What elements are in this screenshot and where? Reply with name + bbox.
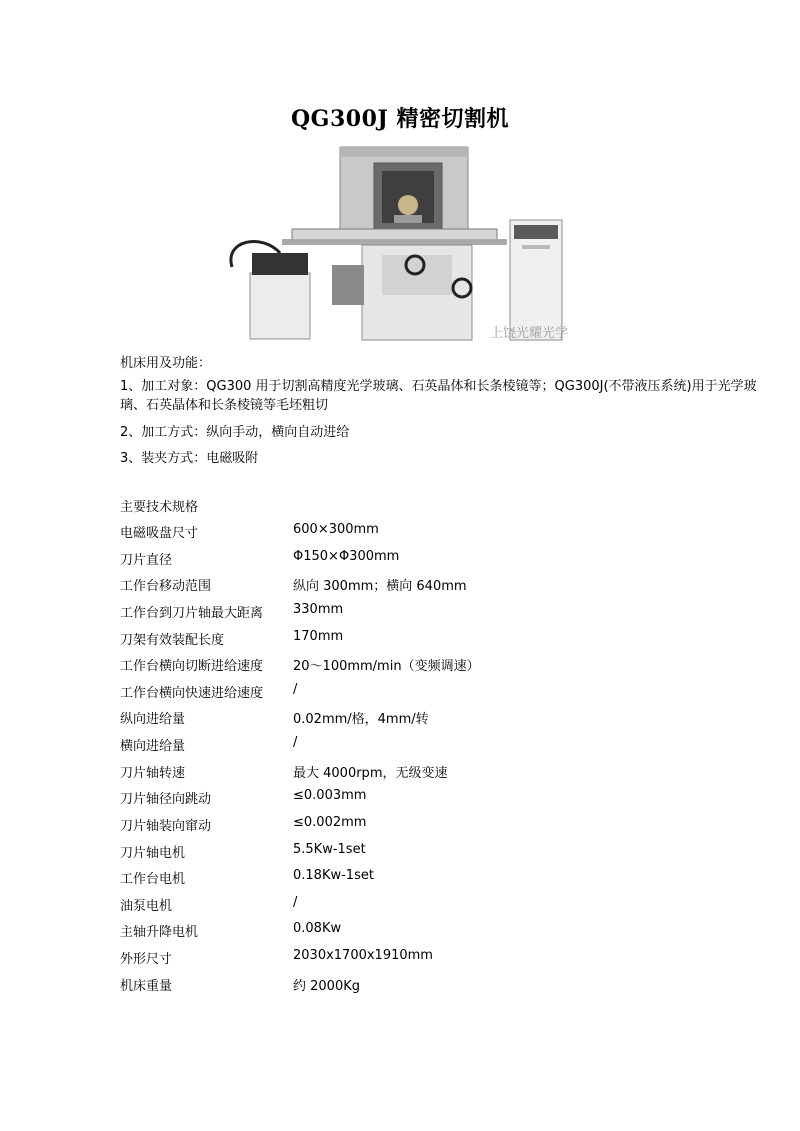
spec-value: 0.18Kw-1set [293,868,374,883]
spec-label: 纵向进给量 [120,712,186,727]
spec-row [120,842,720,862]
spec-row [120,815,720,835]
spec-value: / [293,682,298,697]
spec-value: ≤0.003mm [293,788,367,803]
spec-value: 5.5Kw-1set [293,842,366,857]
spec-row [120,735,720,755]
spec-row [120,788,720,808]
spec-value: 20～100mm/min（变频调速） [293,659,480,674]
spec-row [120,948,720,968]
usage-item: 3、装夹方式：电磁吸附 [120,451,259,466]
spec-label: 工作台电机 [120,872,186,887]
spec-value: 最大 4000rpm，无级变速 [293,766,448,781]
spec-row [120,708,720,728]
spec-value: 600×300mm [293,522,379,537]
spec-label: 刀片直径 [120,553,173,568]
spec-row [120,921,720,941]
spec-row [120,575,720,595]
spec-value: 330mm [293,602,344,617]
usage-item: 1、加工对象：QG300 用于切割高精度光学玻璃、石英晶体和长条棱镜等；QG300J(不带液压系统)用于光学玻璃、石英晶体和长条棱镜等毛坯粗切 [120,379,757,413]
spec-row [120,629,720,649]
spec-row [120,895,720,915]
spec-label: 刀片轴电机 [120,846,186,861]
page-title: QG300J 精密切割机 [291,106,509,132]
spec-value: 0.08Kw [293,921,342,936]
spec-value: 2030x1700x1910mm [293,948,433,963]
spec-row [120,762,720,782]
spec-value: 纵向 300mm；横向 640mm [293,579,467,594]
spec-label: 横向进给量 [120,739,186,754]
spec-label: 刀片轴转速 [120,766,186,781]
spec-row [120,602,720,622]
usage-item: 2、加工方式：纵向手动，横向自动进给 [120,425,350,440]
spec-label: 外形尺寸 [120,952,173,967]
spec-row [120,522,720,542]
spec-value: / [293,895,298,910]
spec-row [120,682,720,702]
spec-label: 刀片轴装向窜动 [120,819,212,834]
spec-label: 工作台横向快速进给速度 [120,686,264,701]
spec-row [120,868,720,888]
spec-label: 主轴升降电机 [120,925,199,940]
spec-row [120,655,720,675]
specs-heading: 主要技术规格 [120,500,199,515]
watermark: 上饶光耀光学 [490,326,569,341]
spec-value: 0.02mm/格，4mm/转 [293,712,429,727]
spec-value: Φ150×Φ300mm [293,549,400,564]
machine-photo [222,145,582,350]
spec-label: 工作台到刀片轴最大距离 [120,606,264,621]
spec-label: 刀架有效装配长度 [120,633,225,648]
spec-label: 机床重量 [120,979,173,994]
spec-row [120,549,720,569]
spec-label: 油泵电机 [120,899,173,914]
spec-label: 工作台横向切断进给速度 [120,659,264,674]
spec-value: / [293,735,298,750]
spec-label: 刀片轴径向跳动 [120,792,212,807]
spec-label: 工作台移动范围 [120,579,212,594]
usage-heading: 机床用及功能： [120,356,212,371]
spec-row [120,975,720,995]
spec-value: 170mm [293,629,344,644]
spec-value: ≤0.002mm [293,815,367,830]
spec-label: 电磁吸盘尺寸 [120,526,199,541]
spec-value: 约 2000Kg [293,979,360,994]
